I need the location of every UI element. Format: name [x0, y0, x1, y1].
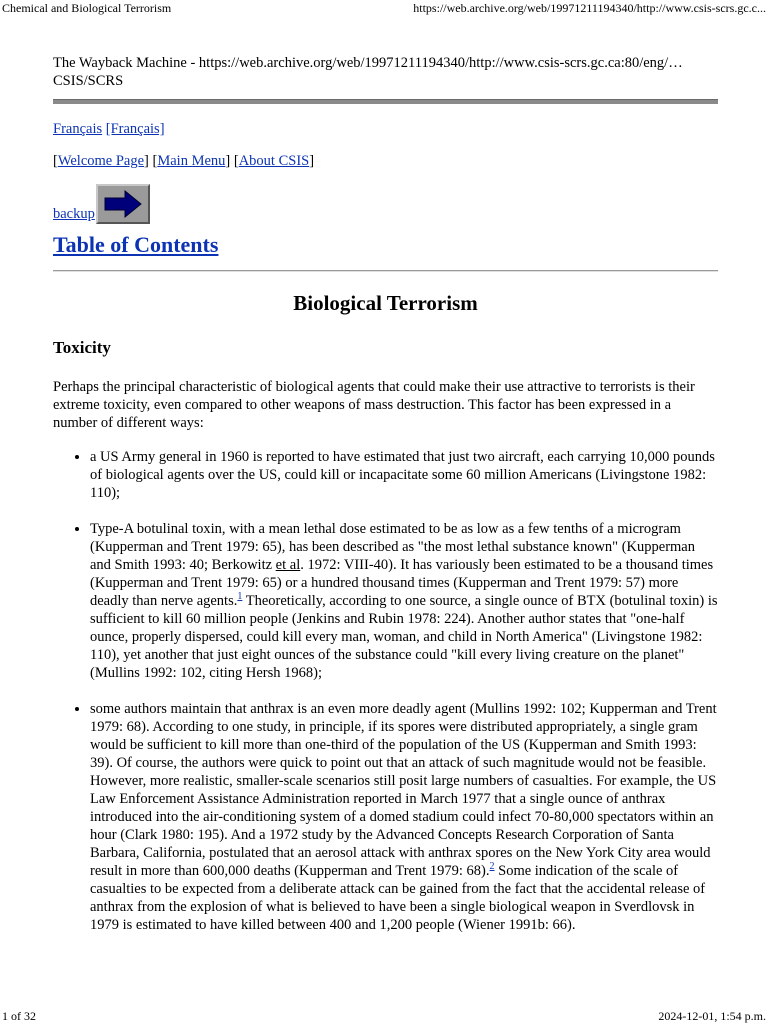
wayback-banner: [53, 54, 718, 90]
list-item-text: some authors maintain that anthrax is an even more deadly agent (Mullins 1992: 102; Kupperman and Trent 1979: 68). According to one study, in principle, if its spores were distributed appropriately, a single gram would be sufficient to kill more than one-third of the population of the US (Kupperman and Smith 1993: 39). Of course, the authors were quick to point out that an attack of such magnitude would not be feasible. However, more realistic, smaller-scale scenarios still posit large numbers of casualties. For example, the US Law Enforcement Assistance Administration reported in March 1977 that a single ounce of anthrax introduced into the air-conditioning system of a domed stadium could infect 70-80,000 spectators within an hour (Clark 1980: 195). And a 1972 study by the Advanced Concepts Research Corporation of Santa Barbara, California, postulated that an aerosol attack with anthrax spores on the New York City area would result in more than 600,000 deaths (Kupperman and Trent 1979: 68).: [90, 701, 717, 879]
site-org-label: CSIS/SCRS: [53, 73, 124, 89]
print-header-title: Chemical and Biological Terrorism: [2, 1, 172, 15]
about-csis-link[interactable]: About CSIS: [238, 153, 310, 169]
nav-separator: ] [: [144, 153, 158, 169]
wayback-url-line: The Wayback Machine - https://web.archive.org/web/19971211194340/http://www.csis-scrs.gc.ca:80/eng/…: [53, 55, 683, 71]
footnote-2-link[interactable]: 2: [489, 861, 495, 873]
backup-link[interactable]: backup: [53, 206, 95, 222]
banner-divider: [53, 99, 718, 104]
main-menu-link[interactable]: Main Menu: [157, 153, 226, 169]
print-header-url: https://web.archive.org/web/19971211194340/http://www.csis-scrs.gc.c...: [413, 1, 766, 15]
list-item-text: a US Army general in 1960 is reported to have estimated that just two aircraft, each carrying 10,000 pounds of biological agents over the US, could kill or incapacitate some 60 million Americans (Livingstone 1982: 110);: [90, 449, 715, 501]
list-item-text: Type-A botulinal toxin, with a mean lethal dose estimated to be as low as a few tenths of a microgram (Kupperman and Trent 1979: 65), has been described as "the most lethal substance known" (Kupperman and Smith 1993: 40; Berkowitz: [90, 521, 695, 573]
intro-paragraph: Perhaps the principal characteristic of biological agents that could make their use attractive to terrorists is their extreme toxicity, even compared to other weapons of mass destruction. This factor has been expressed in a number of different ways:: [53, 379, 695, 431]
subsection-title: Toxicity: [53, 338, 111, 357]
nav-separator: ] [: [225, 153, 239, 169]
welcome-page-link[interactable]: Welcome Page: [57, 153, 145, 169]
list-item: [90, 520, 718, 682]
nav-links: [53, 152, 718, 170]
content-divider: [53, 270, 718, 272]
backup-arrow-button[interactable]: [96, 184, 150, 224]
print-footer: [0, 1009, 768, 1024]
toc-heading: [53, 232, 718, 258]
et-al-text: et al: [275, 557, 301, 573]
language-links: [53, 120, 718, 138]
list-item-text: Some indication of the scale of casualties to be expected from a deliberate attack can be gained from the fact that the accidental release of anthrax from the explosion of what is believed to have been a single biological weapon in Sverdlovsk in 1979 is estimated to have killed between 400 and 1,200 people (Wiener 1991b: 66).: [90, 863, 706, 933]
francais-bracket-link[interactable]: [Français]: [105, 121, 165, 137]
print-timestamp: 2024-12-01, 1:54 p.m.: [658, 1009, 766, 1023]
toxicity-list: [53, 448, 718, 934]
page-content: [53, 54, 718, 952]
list-item: [90, 700, 718, 934]
list-item-text: Theoretically, according to one source, a single ounce of BTX (botulinal toxin) is sufficient to kill 60 million people (Jenkins and Rubin 1978: 224). Another author states that "one-half ounce, properly dispersed, could kill every man, woman, and child in North America" (Livingstone 1982: 110), yet another that just eight ounces of the substance could "kill every living creature on the planet" (Mullins 1992: 102, citing Hersh 1968);: [90, 593, 718, 681]
list-item-text: . 1972: VIII-40). It has variously been estimated to be a thousand times (Kupperman and Trent 1979: 65) or a hundred thousand times (Kupperman and Trent 1979: 57) more deadly than nerve agents.: [90, 557, 714, 609]
right-arrow-icon: [101, 189, 145, 219]
francais-link[interactable]: Français: [53, 121, 103, 137]
list-item: [90, 448, 718, 502]
page-count: 1 of 32: [2, 1009, 36, 1023]
nav-bracket: ]: [309, 153, 315, 169]
nav-bracket: [: [53, 153, 58, 169]
print-header: [0, 0, 768, 16]
footnote-1-link[interactable]: 1: [237, 591, 243, 603]
backup-row: [53, 184, 718, 224]
table-of-contents-link[interactable]: Table of Contents: [53, 232, 219, 257]
section-title: Biological Terrorism: [293, 291, 478, 315]
